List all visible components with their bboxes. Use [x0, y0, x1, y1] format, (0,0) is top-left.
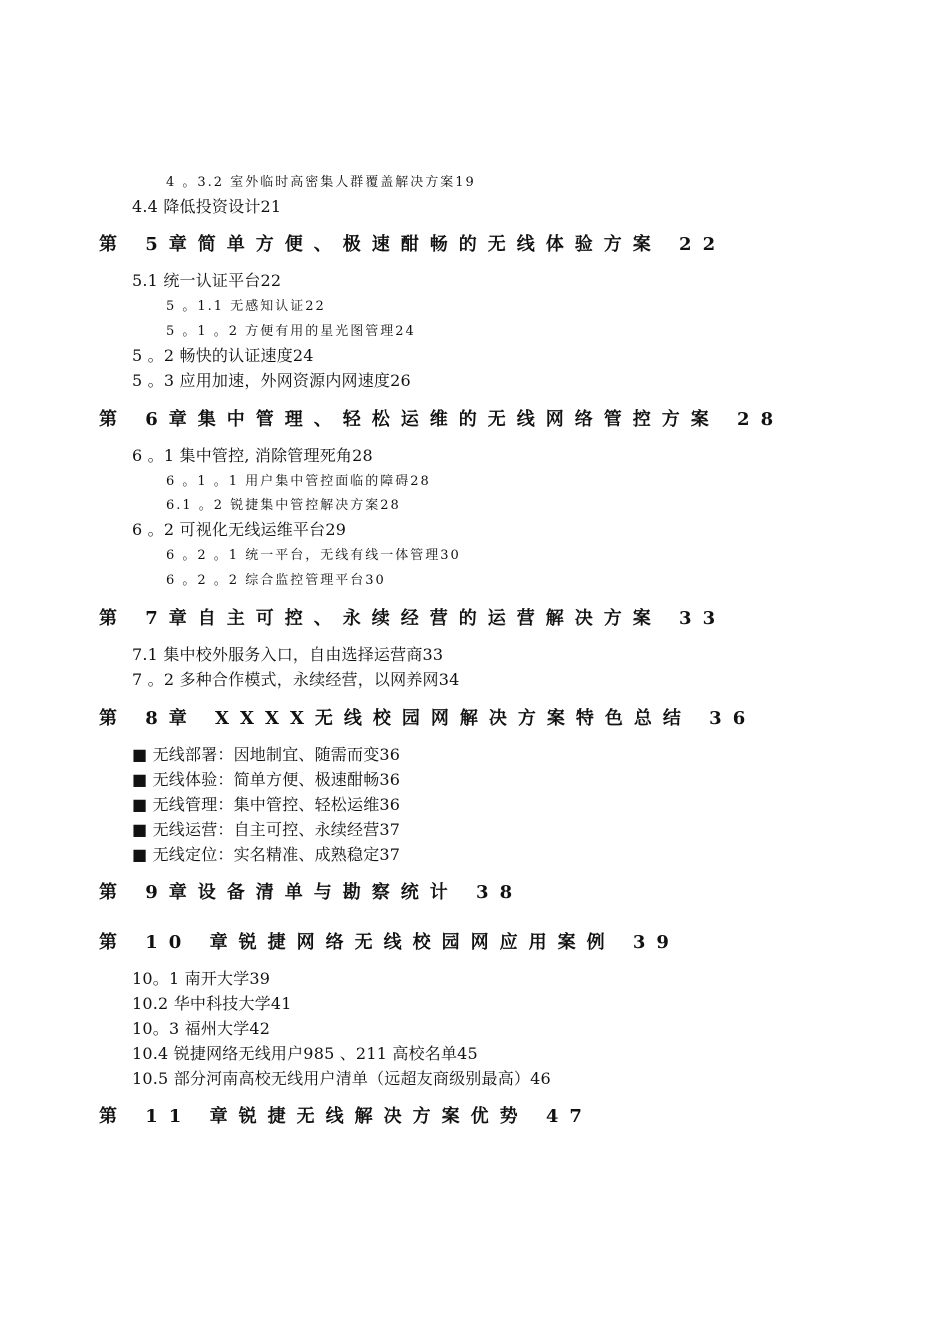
toc-entry[interactable]: 5 。2 畅快的认证速度24	[132, 346, 314, 365]
toc-entry[interactable]: ■ 无线管理：集中管控、轻松运维36	[132, 795, 401, 814]
toc-chapter[interactable]: 第 9章设备清单与勘察统计 38	[99, 882, 524, 903]
toc-entry[interactable]: 5 。1 。2 方便有用的星光图管理24	[166, 324, 416, 339]
toc-entry[interactable]: ■ 无线部署：因地制宜、随需而变36	[132, 745, 401, 764]
toc-chapter[interactable]: 第 11 章锐捷无线解决方案优势 47	[99, 1106, 593, 1127]
toc-entry[interactable]: ■ 无线运营：自主可控、永续经营37	[132, 820, 401, 839]
toc-entry[interactable]: 6 。2 。1 统一平台，无线有线一体管理30	[166, 548, 461, 563]
toc-chapter[interactable]: 第 7章自主可控、永续经营的运营解决方案 33	[99, 608, 727, 629]
toc-entry[interactable]: 7 。2 多种合作模式，永续经营，以网养网34	[132, 670, 460, 689]
toc-entry[interactable]: 10.5 部分河南高校无线用户清单（远超友商级别最高）46	[132, 1069, 551, 1088]
toc-entry[interactable]: 5.1 统一认证平台22	[132, 271, 282, 290]
toc-entry[interactable]: 6 。2 。2 综合监控管理平台30	[166, 573, 386, 588]
toc-entry[interactable]: ■ 无线体验：简单方便、极速酣畅36	[132, 770, 401, 789]
toc-entry[interactable]: 10。3 福州大学42	[132, 1019, 271, 1038]
toc-entry[interactable]: 6 。2 可视化无线运维平台29	[132, 520, 347, 539]
toc-entry[interactable]: 4 。3.2 室外临时高密集人群覆盖解决方案19	[166, 175, 476, 190]
toc-entry[interactable]: 10.2 华中科技大学41	[132, 994, 292, 1013]
toc-entry[interactable]: 6 。1 集中管控, 消除管理死角28	[132, 446, 373, 465]
toc-chapter[interactable]: 第 8章 XXXX无线校园网解决方案特色总结 36	[99, 708, 757, 729]
toc-entry[interactable]: 5 。3 应用加速，外网资源内网速度26	[132, 371, 411, 390]
toc-entry[interactable]: 7.1 集中校外服务入口，自由选择运营商33	[132, 645, 444, 664]
toc-entry[interactable]: 6.1 。2 锐捷集中管控解决方案28	[166, 498, 401, 513]
toc-entry[interactable]: 10。1 南开大学39	[132, 969, 271, 988]
toc-entry[interactable]: 5 。1.1 无感知认证22	[166, 299, 326, 314]
toc-entry[interactable]: ■ 无线定位：实名精准、成熟稳定37	[132, 845, 401, 864]
toc-entry[interactable]: 4.4 降低投资设计21	[132, 197, 282, 216]
toc-chapter[interactable]: 第 6章集中管理、轻松运维的无线网络管控方案 28	[99, 409, 785, 430]
toc-entry[interactable]: 10.4 锐捷网络无线用户985 、211 高校名单45	[132, 1044, 478, 1063]
toc-chapter[interactable]: 第 5章简单方便、极速酣畅的无线体验方案 22	[99, 234, 727, 255]
toc-chapter[interactable]: 第 10 章锐捷网络无线校园网应用案例 39	[99, 932, 680, 953]
toc-entry[interactable]: 6 。1 。1 用户集中管控面临的障碍28	[166, 474, 431, 489]
